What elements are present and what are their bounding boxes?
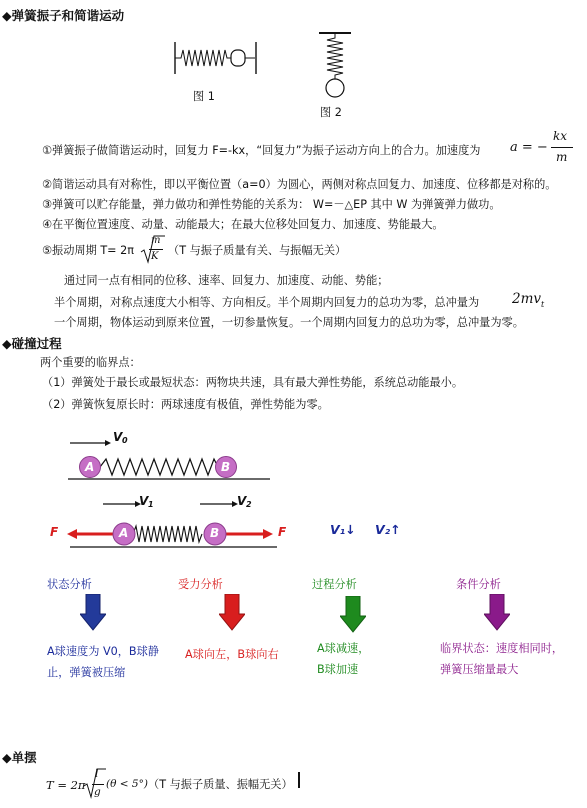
paragraph-half-period: 半个周期，对称点速度大小相等、方向相反。半个周期内回复力的总功为零，总冲量为: [54, 296, 480, 309]
paragraph-symmetry: ②简谐运动具有对称性，即以平衡位置（a=0）为圆心，两侧对称点回复力、加速度、位移都是对称的。: [42, 178, 557, 191]
half-period-impulse-formula: 2mv: [512, 291, 542, 307]
fraction-bar: [551, 147, 573, 148]
period-formula-numerator: m: [151, 235, 161, 246]
figure-2-label: 图 2: [320, 106, 342, 119]
condition-analysis-arrow: [484, 594, 510, 634]
pendulum-fraction-bar: [92, 784, 104, 785]
v2-label: V: [237, 494, 247, 508]
process-analysis-arrow: [340, 596, 366, 636]
figure-1-horizontal-spring: [165, 38, 265, 78]
state-analysis-line-2: 止，弹簧被压缩: [47, 666, 126, 679]
text-cursor[interactable]: [298, 772, 300, 788]
process-analysis-line-2: B球加速: [317, 663, 359, 676]
period-formula-denominator: K: [151, 251, 159, 262]
paragraph-energy-storage: ③弹簧可以贮存能量，弹力做功和弹性势能的关系为： W=－△EP 其中 W 为弹簧弹力做功。: [42, 198, 501, 211]
collision-diagram-initial: [60, 425, 320, 485]
paragraph-restoring-force: ①弹簧振子做简谐运动时，回复力 F=-kx，“回复力”为振子运动方向上的合力。加速度为: [42, 144, 481, 157]
v1-label: V: [139, 494, 149, 508]
pendulum-formula-numerator: l: [95, 768, 99, 780]
period-fraction-bar: [149, 249, 163, 250]
condition-analysis-line-1: 临界状态：速度相同时，: [440, 642, 564, 655]
critical-point-2: （2）弹簧恢复原长时：两球速度有极值，弹性势能为零。: [42, 398, 329, 411]
state-analysis-title: 状态分析: [47, 578, 92, 591]
state-analysis-arrow: [80, 594, 106, 634]
figure-2-vertical-spring: [315, 30, 355, 102]
figure-1-label: 图 1: [193, 90, 215, 103]
critical-points-intro: 两个重要的临界点：: [40, 356, 141, 369]
section-title-collision: ◆碰撞过程: [2, 336, 62, 351]
ball-a-initial: A: [85, 460, 95, 474]
condition-analysis-title: 条件分析: [456, 578, 501, 591]
state-analysis-line-1: A球速度为 V0，B球静: [47, 645, 159, 658]
half-period-impulse-subscript: t: [541, 300, 545, 309]
ball-b-compressed: B: [210, 526, 220, 540]
pendulum-formula-prefix: T = 2π: [46, 778, 86, 792]
force-right-label: F: [278, 525, 287, 539]
paragraph-equilibrium: ④在平衡位置速度、动量、动能最大；在最大位移处回复力、加速度、势能最大。: [42, 218, 444, 231]
v1-decrease-label: V₁↓: [330, 522, 356, 537]
pendulum-angle-condition: (θ < 5°): [106, 778, 148, 790]
pendulum-formula-denominator: g: [94, 786, 101, 798]
collision-diagram-compressed: [55, 490, 315, 552]
paragraph-same-point: 通过同一点有相同的位移、速率、回复力、加速度、动能、势能；: [64, 274, 389, 287]
ball-b-initial: B: [221, 460, 231, 474]
acceleration-formula-denominator: m: [556, 150, 568, 164]
period-note: （T 与振子质量有关、与振幅无关）: [168, 244, 347, 257]
section-title-pendulum: ◆单摆: [2, 750, 37, 765]
acceleration-formula-lhs: a = −: [510, 140, 548, 155]
v0-subscript: 0: [122, 436, 128, 445]
force-analysis-title: 受力分析: [178, 578, 223, 591]
v2-increase-label: V₂↑: [375, 522, 401, 537]
v1-subscript: 1: [148, 500, 154, 509]
acceleration-formula-numerator: kx: [553, 129, 568, 143]
force-analysis-arrow: [219, 594, 245, 634]
force-left-label: F: [50, 525, 59, 539]
section-title-spring-oscillator: ◆弹簧振子和简谐运动: [2, 8, 125, 23]
paragraph-full-period: 一个周期，物体运动到原来位置，一切参量恢复。一个周期内回复力的总功为零，总冲量为零。: [54, 316, 524, 329]
pendulum-note: （T 与振子质量、振幅无关）: [148, 778, 293, 791]
condition-analysis-line-2: 弹簧压缩量最大: [440, 663, 519, 676]
critical-point-1: （1）弹簧处于最长或最短状态：两物块共速，具有最大弹性势能，系统总动能最小。: [42, 376, 464, 389]
process-analysis-line-1: A球减速，: [317, 642, 370, 655]
ball-a-compressed: A: [119, 526, 129, 540]
process-analysis-title: 过程分析: [312, 578, 357, 591]
v0-label: V: [113, 430, 123, 444]
period-formula-prefix: ⑤振动周期 T= 2π: [42, 244, 134, 257]
force-analysis-line-1: A球向左，B球向右: [185, 648, 279, 661]
v2-subscript: 2: [246, 500, 252, 509]
